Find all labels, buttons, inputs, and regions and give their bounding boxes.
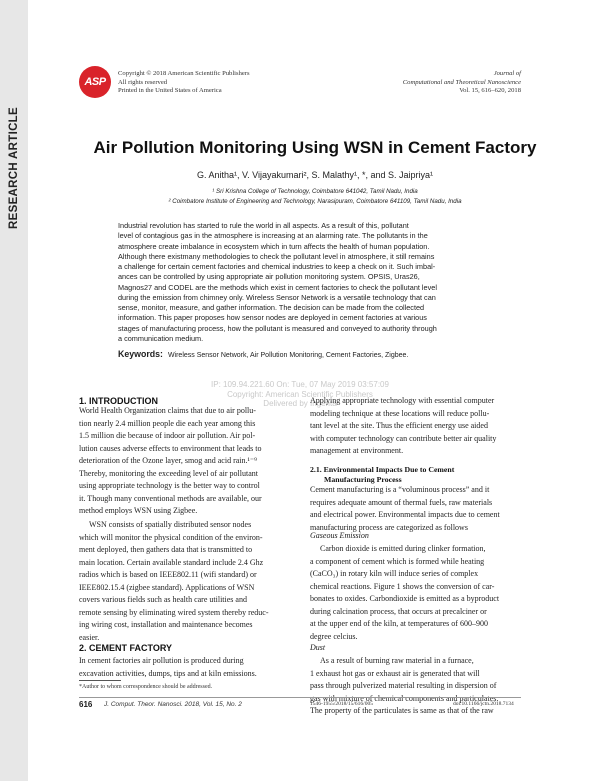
text-line: which will monitor the physical condition of the environ- xyxy=(79,532,263,542)
text-line: bonates to oxides. Carbondioxide is emitted as a byproduct xyxy=(310,594,500,604)
text-line: (CaCO₃) in rotary kiln will induce series of complex xyxy=(310,569,479,579)
right-paragraph-3 xyxy=(310,543,522,643)
text-line: lution causes adverse effects to environment that leads to xyxy=(79,443,262,453)
dust-heading: Dust xyxy=(310,643,326,652)
text-line: a component of cement which is formed while heating xyxy=(310,556,485,566)
watermark-line: Copyright: American Scientific Publishers xyxy=(227,389,373,399)
text-line: Applying appropriate technology with essential computer xyxy=(310,396,495,405)
right-paragraph-1 xyxy=(310,395,522,458)
text-line: radios which is based on IEEE802.11 (wifi standard) or xyxy=(79,570,257,580)
abstract-line: information. This paper proposes how sensor nodes are deployed in cement factories at various xyxy=(118,313,427,323)
text-line: at the upper end of the kiln, at temperatures of 600–900 xyxy=(310,619,488,629)
text-line: tant level at the site. Thus the efficient energy use aided xyxy=(310,421,488,431)
text-line: ment deployed, then gathers data that is transmitted to xyxy=(79,545,253,555)
publisher-logo: ASP xyxy=(79,66,111,98)
subsection-heading-line: Manufacturing Process xyxy=(324,475,402,484)
watermark-line: IP: 109.94.221.60 On: Tue, 07 May 2019 03:57:09 xyxy=(211,380,389,389)
text-line: easier. xyxy=(79,632,100,642)
article-type-label: RESEARCH ARTICLE xyxy=(8,107,20,229)
footer-rule xyxy=(79,697,521,698)
text-line: requires adequate amount of thermal fuels, raw materials xyxy=(310,497,493,507)
journal-info xyxy=(403,70,521,96)
text-line: with computer technology can contribute better air quality xyxy=(310,433,497,443)
watermark-line: Delivered by Ingenta xyxy=(263,399,337,408)
corresponding-author-footnote: *Author to whom correspondence should be addressed. xyxy=(79,684,213,690)
text-line: As a result of burning raw material in a furnace, xyxy=(320,656,474,665)
right-paragraph-2 xyxy=(310,484,522,534)
text-line: 1.5 million die because of indoor air pollution. Air pol- xyxy=(79,431,256,441)
text-line: degree celcius. xyxy=(310,631,358,641)
text-line: tion nearly 2.4 million people die each year among this xyxy=(79,418,256,428)
footnote-rule xyxy=(79,680,121,681)
text-line: Cement manufacturing is a “voluminous process” and it xyxy=(310,485,490,494)
text-line: remote sensing by eliminating wired system thereby reduc- xyxy=(79,607,269,617)
abstract-line: a challenge for certain cement factories and chemical industries to keep a check on it. Such imbal- xyxy=(118,262,436,271)
introduction-paragraph-1 xyxy=(79,405,294,518)
text-line: management at environment. xyxy=(310,446,404,456)
subsection-heading xyxy=(310,465,522,485)
footer-issn: 1546-1955/2018/15/616/005 xyxy=(310,701,373,707)
text-line: ing wiring cost, installation and maintenance becomes xyxy=(79,620,253,630)
text-line: In cement factories air pollution is produced during xyxy=(79,656,244,665)
text-line: covers various fields such as health care utilities and xyxy=(79,595,247,605)
cement-factory-paragraph xyxy=(79,655,294,680)
text-line: Thereby, monitoring the exceeding level of air pollutant xyxy=(79,468,258,478)
abstract xyxy=(118,221,482,344)
journal-name-line: Computational and Theoretical Nanoscience xyxy=(402,78,521,86)
affiliation-1: ¹ Sri Krishna College of Technology, Coimbatore 641042, Tamil Nadu, India xyxy=(212,188,418,195)
text-line: using appropriate technology is the better way to control xyxy=(79,481,260,491)
copyright-line: Printed in the United States of America xyxy=(118,87,222,95)
text-line: pass through pulverized material resulting in dispersion of xyxy=(310,681,497,691)
keywords-list: Wireless Sensor Network, Air Pollution Monitoring, Cement Factories, Zigbee. xyxy=(167,352,409,359)
subsection-heading-line: 2.1. Environmental Impacts Due to Cement xyxy=(310,465,455,474)
text-line: 1 exhaust hot gas or exhaust air is generated that will xyxy=(310,668,480,678)
text-line: deterioration of the Ozone layer, smog and acid rain.¹⁻⁹ xyxy=(79,456,257,466)
keywords xyxy=(118,349,482,359)
abstract-line: during the emission from chimney only. Wireless Sensor Network is a versatile technology that can xyxy=(118,292,436,302)
text-line: Carbon dioxide is emitted during clinker formation, xyxy=(320,544,486,553)
abstract-line: Magnos27 and CODEL are the methods which exist in cement factories to check the pollutant level xyxy=(118,282,437,292)
footer-citation: J. Comput. Theor. Nanosci. 2018, Vol. 15, No. 2 xyxy=(104,701,242,708)
copyright-block xyxy=(118,70,250,96)
journal-name-line: Journal of xyxy=(493,70,521,77)
text-line: WSN consists of spatially distributed sensor nodes xyxy=(89,520,252,529)
keywords-label: Keywords: xyxy=(118,349,163,359)
abstract-line: atmosphere create imbalance in ecosystem which in turn affects the health of human population. xyxy=(118,241,430,251)
abstract-line: ances can be controlled by using appropriate air pollution monitoring system. OPSIS, Uras26, xyxy=(118,272,420,282)
page-number: 616 xyxy=(79,700,93,709)
introduction-paragraph-2 xyxy=(79,519,294,644)
copyright-line: All rights reserved xyxy=(118,78,168,86)
text-line: chemical reactions. Figure 1 shows the conversion of car- xyxy=(310,581,495,591)
text-line: World Health Organization claims that due to air pollu- xyxy=(79,406,256,415)
abstract-line: Industrial revolution has started to rule the world in all aspects. As a result of this, pollutant xyxy=(118,221,409,230)
text-line: main location. Certain available standard include 2.4 Ghz xyxy=(79,557,264,567)
text-line: excavation activities, dumps, tips and at kiln emissions. xyxy=(79,668,257,678)
journal-volume: Vol. 15, 616–620, 2018 xyxy=(459,87,521,95)
affiliation-2: ² Coimbatore Institute of Engineering and Technology, Narasipuram, Coimbatore 641109, Tamil Nadu, India xyxy=(168,198,462,205)
gaseous-emission-heading: Gaseous Emission xyxy=(310,531,369,540)
text-line: modeling technique at these locations will reduce pollu- xyxy=(310,408,490,418)
text-line: it. Though many conventional methods are available, our xyxy=(79,493,262,503)
text-line: method employs WSN using Zigbee. xyxy=(79,506,198,516)
abstract-line: level of contagious gas in the atmosphere is increasing at an alarming rate. The pollutants in the xyxy=(118,231,428,241)
text-line: gas with mixture of chemical components and particulates. xyxy=(310,693,499,703)
cement-factory-heading: 2. CEMENT FACTORY xyxy=(79,643,173,653)
copyright-line: Copyright © 2018 American Scientific Publishers xyxy=(118,70,250,77)
abstract-line: a communication medium. xyxy=(118,333,204,343)
text-line: IEEE802.15.4 (zigbee standard). Applications of WSN xyxy=(79,582,255,592)
introduction-heading: 1. INTRODUCTION xyxy=(79,396,159,406)
footer-doi: doi:10.1166/jctn.2018.7134 xyxy=(453,701,514,707)
text-line: manufacturing process are categorized as follows xyxy=(310,522,468,532)
right-paragraph-4 xyxy=(310,655,522,718)
author-list: G. Anitha¹, V. Vijayakumari², S. Malathy¹, *, and S. Jaipriya¹ xyxy=(196,170,434,180)
abstract-line: Although there existmany methodologies to check the pollutant level in atmosphere, it still remains xyxy=(118,251,435,261)
text-line: during calcination process, that occurs at precalciner or xyxy=(310,606,487,616)
abstract-line: stages of manufacturing process, how the pollutant is measured and conveyed to authority through xyxy=(118,323,437,333)
article-title: Air Pollution Monitoring Using WSN in Cement Factory xyxy=(93,138,537,157)
abstract-line: sense, monitor, measure, and gather information. The decision can be made from the collected xyxy=(118,303,425,312)
text-line: and electrical power. Environmental impacts due to cement xyxy=(310,510,500,520)
text-line: The property of the particulates is same as that of the raw xyxy=(310,706,494,716)
